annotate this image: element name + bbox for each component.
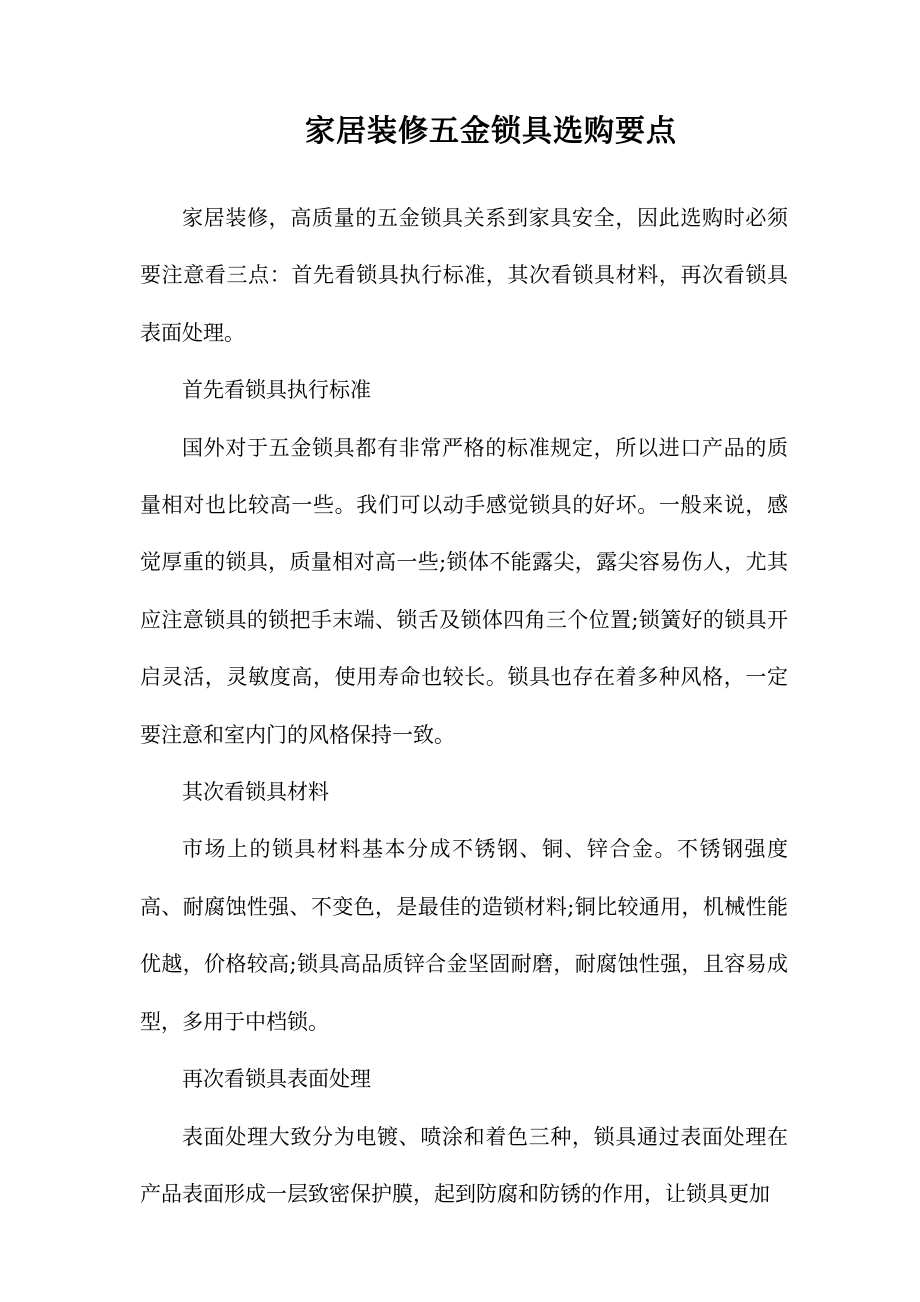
standard-paragraph: 国外对于五金锁具都有非常严格的标准规定，所以进口产品的质量相对也比较高一些。我们可以动手感觉锁具的好坏。一般来说，感觉厚重的锁具，质量相对高一些;锁体不能露尖，露尖容易伤人，尤其应注意锁具的锁把手末端、锁舌及锁体四角三个位置;锁簧好的锁具开启灵活，灵敏度高，使用寿命也较长。锁具也存在着多种风格，一定要注意和室内门的风格保持一致。 [140,435,788,747]
intro-paragraph: 家居装修，高质量的五金锁具关系到家具安全，因此选购时必须要注意看三点：首先看锁具执行标准，其次看锁具材料，再次看锁具表面处理。 [140,206,788,345]
section-heading-standard: 首先看锁具执行标准 [182,378,371,403]
surface-paragraph: 表面处理大致分为电镀、喷涂和着色三种，锁具通过表面处理在产品表面形成一层致密保护膜，起到防腐和防锈的作用，让锁具更加 [140,1124,788,1206]
section-heading-material: 其次看锁具材料 [182,780,329,805]
section-heading-surface: 再次看锁具表面处理 [182,1067,371,1092]
document-title: 家居装修五金锁具选购要点 [305,114,677,149]
material-paragraph: 市场上的锁具材料基本分成不锈钢、铜、锌合金。不锈钢强度高、耐腐蚀性强、不变色，是最佳的造锁材料;铜比较通用，机械性能优越，价格较高;锁具高品质锌合金坚固耐磨，耐腐蚀性强，且容易成型，多用于中档锁。 [140,837,788,1034]
document-body [140,190,788,1223]
